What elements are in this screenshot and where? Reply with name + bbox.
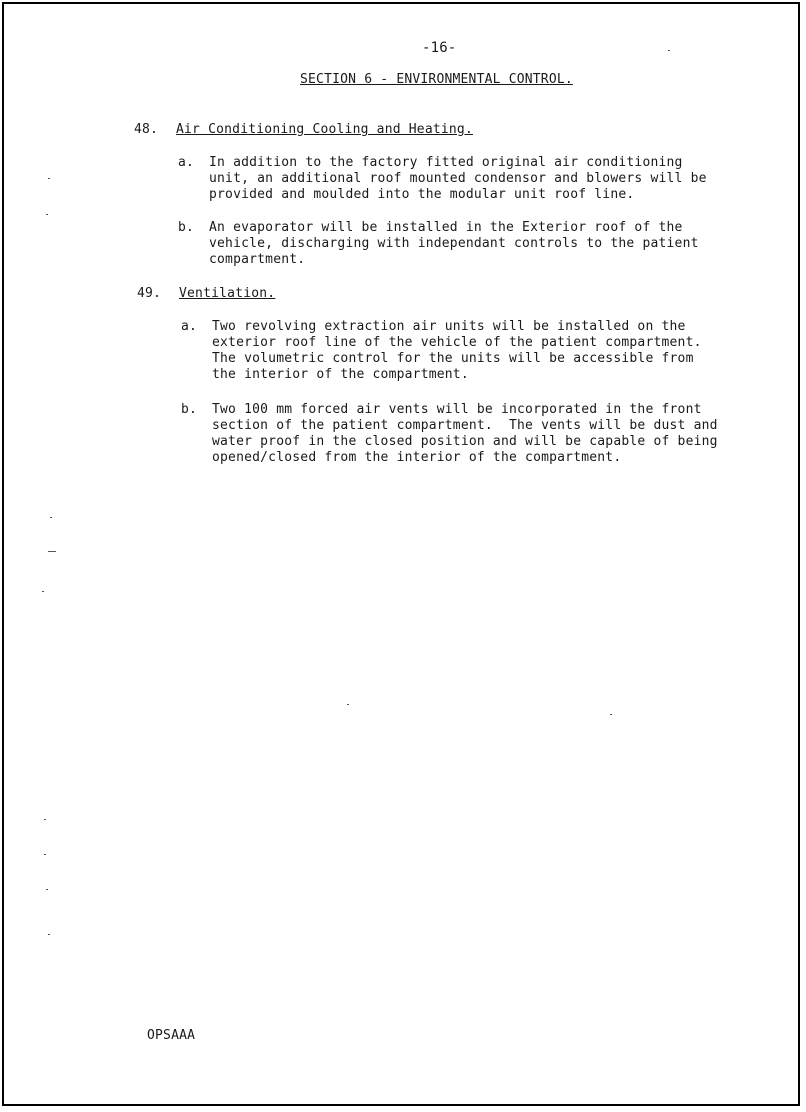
scan-speck <box>610 714 612 715</box>
paragraph-line: The volumetric control for the units will be accessible from <box>212 351 694 366</box>
scan-speck <box>50 517 52 518</box>
document-page <box>2 2 800 1106</box>
section-title: SECTION 6 - ENVIRONMENTAL CONTROL. <box>300 72 573 87</box>
paragraph-line: the interior of the compartment. <box>212 367 469 382</box>
scan-speck <box>46 889 48 890</box>
paragraph-letter-48b: b. <box>178 220 195 235</box>
item-number-49: 49. <box>137 286 162 301</box>
paragraph-line: An evaporator will be installed in the Exterior roof of the <box>209 220 683 235</box>
item-heading-49: Ventilation. <box>179 286 276 301</box>
paragraph-letter-49a: a. <box>181 319 198 334</box>
scan-speck <box>347 704 349 705</box>
scan-speck <box>46 214 48 215</box>
scan-speck <box>668 50 670 51</box>
paragraph-line: vehicle, discharging with independant controls to the patient <box>209 236 699 251</box>
item-number-48: 48. <box>134 122 159 137</box>
paragraph-line: Two revolving extraction air units will be installed on the <box>212 319 686 334</box>
item-heading-48: Air Conditioning Cooling and Heating. <box>176 122 473 137</box>
paragraph-line: In addition to the factory fitted original air conditioning <box>209 155 683 170</box>
paragraph-line: Two 100 mm forced air vents will be incorporated in the front <box>212 402 702 417</box>
paragraph-line: water proof in the closed position and will be capable of being <box>212 434 718 449</box>
paragraph-letter-49b: b. <box>181 402 198 417</box>
scan-speck <box>42 591 44 592</box>
scan-speck <box>48 551 56 552</box>
footer-code: OPSAAA <box>147 1028 196 1043</box>
paragraph-line: opened/closed from the interior of the compartment. <box>212 450 622 465</box>
paragraph-line: section of the patient compartment. The vents will be dust and <box>212 418 718 433</box>
scan-speck <box>44 819 46 820</box>
scan-speck <box>48 178 50 179</box>
scan-speck <box>48 934 50 935</box>
page-number: -16- <box>422 40 457 56</box>
scan-speck <box>44 854 46 855</box>
paragraph-line: unit, an additional roof mounted condensor and blowers will be <box>209 171 707 186</box>
paragraph-line: compartment. <box>209 252 306 267</box>
paragraph-line: provided and moulded into the modular unit roof line. <box>209 187 635 202</box>
paragraph-letter-48a: a. <box>178 155 195 170</box>
paragraph-line: exterior roof line of the vehicle of the patient compartment. <box>212 335 702 350</box>
